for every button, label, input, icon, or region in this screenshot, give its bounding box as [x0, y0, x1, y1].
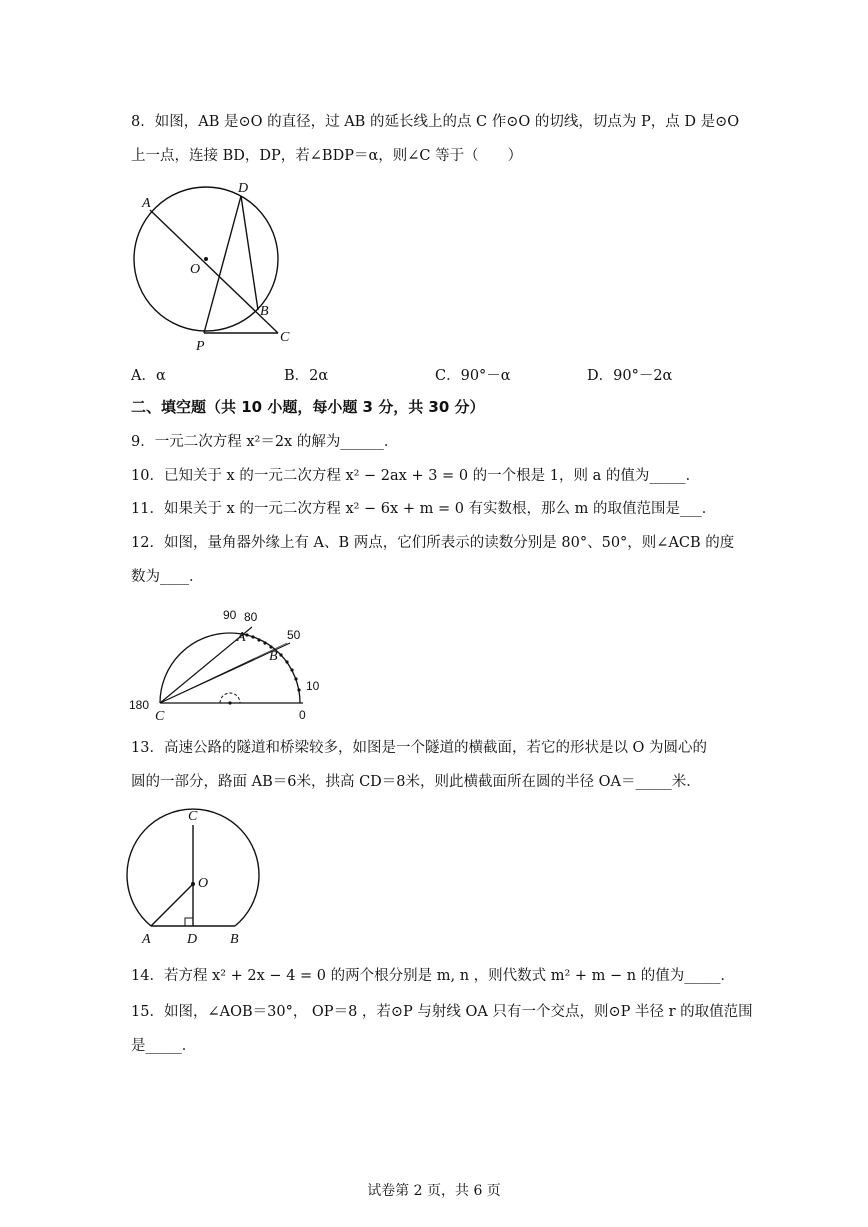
q8-figure: [120, 175, 310, 355]
q8-label-O: O: [190, 262, 201, 277]
q12-label-A: A: [237, 630, 246, 645]
q12-label-180: 180: [129, 698, 150, 712]
q8-label-C: C: [280, 330, 290, 345]
q13-figure: [125, 805, 275, 950]
q13-center-dot: [191, 882, 195, 886]
q12-label-0: 0: [299, 708, 306, 722]
q12-label-10: 10: [306, 679, 320, 693]
q8-line-DB: [241, 196, 258, 310]
section2-title: 二、填空题（共 10 小题，每小题 3 分，共 30 分）: [131, 398, 485, 416]
q13-line1: 13．高速公路的隧道和桥梁较多，如图是一个隧道的横截面，若它的形状是以 O 为圆心的: [131, 740, 708, 756]
q9-text: 9．一元二次方程 x²＝2x 的解为______．: [131, 434, 399, 450]
q12-line-C50: [160, 643, 287, 703]
q12-tick-dot: [294, 677, 297, 680]
q8-center-dot: [204, 257, 208, 261]
q12-tick-dot: [290, 668, 293, 671]
q13-label-O: O: [198, 876, 209, 891]
q12-label-80: 80: [244, 610, 258, 624]
q13-line2: 圆的一部分，路面 AB＝6米，拱高 CD＝8米，则此横截面所在圆的半径 OA＝_____米．: [131, 774, 701, 790]
q12-line2: 数为____．: [131, 569, 204, 585]
q10-text: 10．已知关于 x 的一元二次方程 x² − 2ax + 3 = 0 的一个根是 1，则 a 的值为_____．: [131, 468, 701, 484]
q12-tick-dot: [285, 660, 288, 663]
page-footer: 试卷第 2 页，共 6 页: [367, 1183, 501, 1199]
q8-option-a[interactable]: A．α: [131, 368, 166, 384]
q8-line-AC: [150, 210, 278, 333]
q12-figure: [125, 603, 335, 723]
q12-tick-dot: [228, 701, 231, 704]
q12-tick-dot: [257, 638, 260, 641]
q13-label-A: A: [142, 932, 151, 947]
q15-line2: 是_____．: [131, 1038, 197, 1054]
q8-label-D: D: [238, 181, 249, 196]
q12-line1: 12．如图，量角器外缘上有 A、B 两点，它们所表示的读数分别是 80°、50°，则∠ACB 的度: [131, 535, 735, 551]
q12-tick-dot: [297, 688, 300, 691]
q13-label-D: D: [187, 932, 198, 947]
q8-option-d[interactable]: D．90°－2α: [587, 368, 673, 384]
q12-label-C: C: [155, 709, 165, 724]
q12-tick-dot: [263, 641, 266, 644]
q8-option-b[interactable]: B．2α: [284, 368, 329, 384]
q13-label-C: C: [188, 809, 198, 824]
q8-option-c[interactable]: C．90°－α: [435, 368, 511, 384]
q12-tick-dot: [251, 635, 254, 638]
q8-line-DP: [204, 196, 241, 333]
q8-line2: 上一点，连接 BD，DP，若∠BDP＝α，则∠C 等于（ ）: [131, 148, 523, 164]
q11-text: 11．如果关于 x 的一元二次方程 x² − 6x + m = 0 有实数根，那么 m 的取值范围是___．: [131, 501, 717, 517]
q8-label-A: A: [142, 196, 151, 211]
q8-label-P: P: [196, 339, 205, 354]
q12-tick-dot: [279, 653, 282, 656]
q12-label-90: 90: [223, 608, 237, 622]
q13-right-angle: [185, 918, 193, 926]
q13-label-B: B: [230, 932, 239, 947]
q13-line-OA: [151, 884, 193, 926]
q8-line1: 8．如图，AB 是⊙O 的直径，过 AB 的延长线上的点 C 作⊙O 的切线，切点为 P，点 D 是⊙O: [131, 114, 740, 130]
q12-label-50: 50: [287, 628, 301, 642]
q8-label-B: B: [260, 304, 269, 319]
q14-text: 14．若方程 x² + 2x − 4 = 0 的两个根分别是 m, n ，则代数式 m² + m − n 的值为_____．: [131, 968, 735, 984]
q15-line1: 15．如图，∠AOB＝30°， OP＝8 ，若⊙P 与射线 OA 只有一个交点，则⊙P 半径 r 的取值范围: [131, 1004, 753, 1020]
q12-label-B: B: [269, 649, 278, 664]
q12-tick-dot: [245, 633, 248, 636]
